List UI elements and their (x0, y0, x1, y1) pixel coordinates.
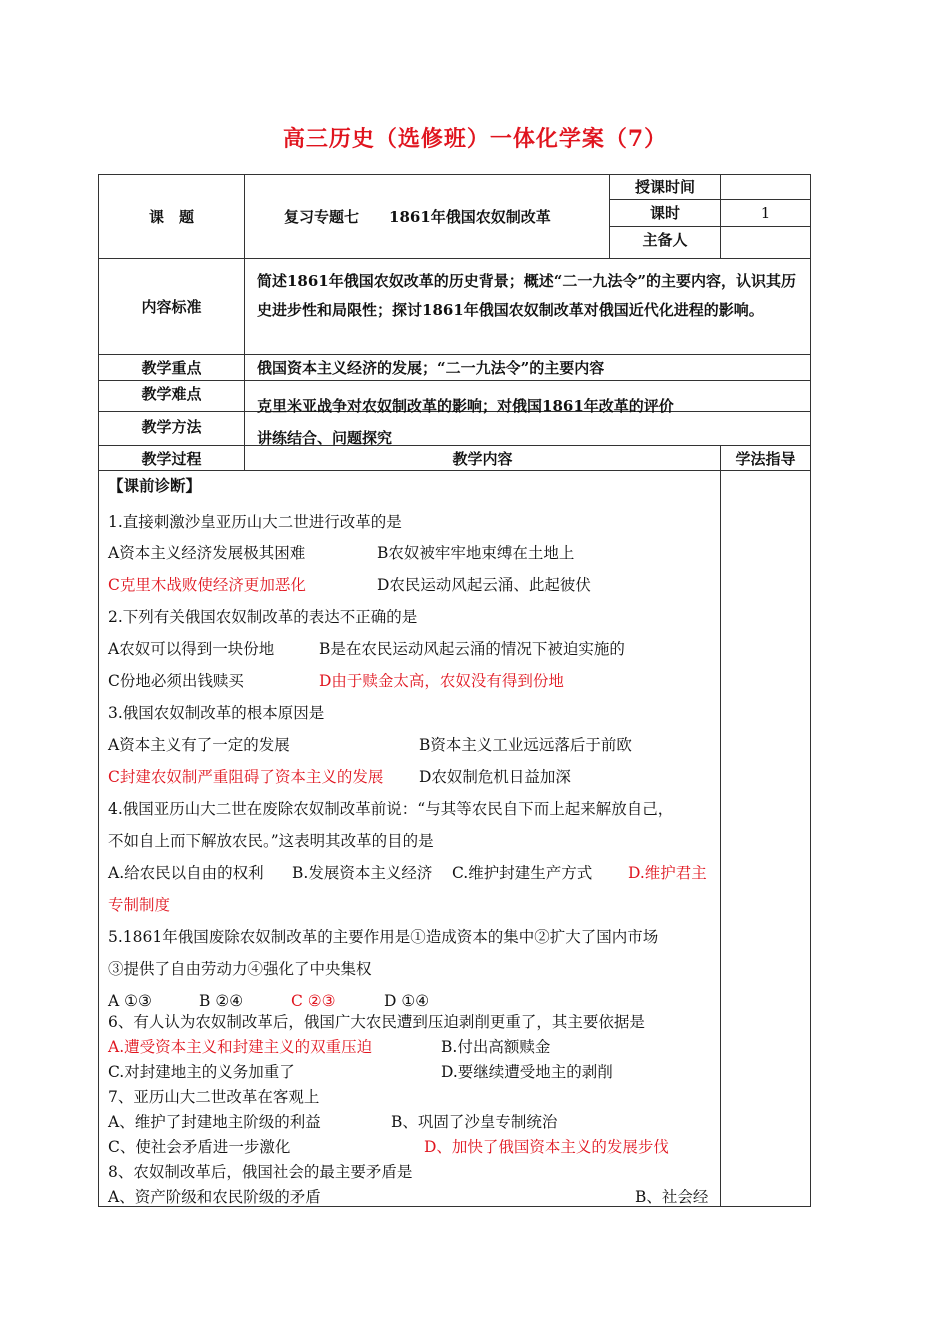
preparer-label: 主备人 (642, 231, 688, 249)
time-label: 授课时间 (634, 178, 695, 196)
q5-option-a: A ①③ (108, 992, 152, 1010)
q4-option-c: C.维护封建生产方式 (452, 864, 593, 882)
q7-option-a: A、维护了封建地主阶级的利益 (108, 1113, 321, 1131)
q1-option-a: A资本主义经济发展极其困难 (108, 544, 306, 562)
q6-option-b: B.付出高额赎金 (441, 1038, 551, 1056)
q3-option-a: A资本主义有了一定的发展 (108, 736, 290, 754)
q8-option-b: B、社会经 (635, 1188, 709, 1206)
q6-option-d: D.要继续遭受地主的剥削 (441, 1063, 613, 1081)
q7-option-b: B、巩固了沙皇专制统治 (391, 1113, 558, 1131)
difficulty-text: 克里米亚战争对农奴制改革的影响；对俄国1861年改革的评价 (257, 397, 674, 415)
q2-option-a: A农奴可以得到一块份地 (108, 640, 275, 658)
q1-option-d: D农民运动风起云涌、此起彼伏 (377, 576, 591, 594)
q6-option-a: A.遭受资本主义和封建主义的双重压迫 (108, 1038, 373, 1056)
question-8: 8、农奴制改革后，俄国社会的最主要矛盾是 (108, 1163, 413, 1181)
q1-option-c: C克里木战败使经济更加恶化 (108, 576, 306, 594)
q3-option-d: D农奴制危机日益加深 (419, 768, 571, 786)
content-label: 教学内容 (452, 450, 513, 468)
q2-option-c: C份地必须出钱赎买 (108, 672, 244, 690)
question-5-line-2: ③提供了自由劳动力④强化了中央集权 (108, 960, 372, 978)
q2-option-d: D由于赎金太高，农奴没有得到份地 (319, 672, 564, 690)
question-6: 6、有人认为农奴制改革后，俄国广大农民遭到压迫剥削更重了，其主要依据是 (108, 1013, 645, 1031)
q7-option-d: D、加快了俄国资本主义的发展步伐 (424, 1138, 669, 1156)
q4-option-d: D.维护君主 (628, 864, 707, 882)
focus-text: 俄国资本主义经济的发展；“二一九法令”的主要内容 (257, 359, 605, 377)
q3-option-b: B资本主义工业远远落后于前欧 (419, 736, 632, 754)
q2-option-b: B是在农民运动风起云涌的情况下被迫实施的 (319, 640, 625, 658)
q4-option-d-cont: 专制制度 (108, 896, 171, 914)
process-label: 教学过程 (141, 450, 202, 468)
guide-label: 学法指导 (735, 450, 796, 468)
standard-label: 内容标准 (141, 298, 202, 316)
question-5-line-1: 5.1861年俄国废除农奴制改革的主要作用是①造成资本的集中②扩大了国内市场 (108, 928, 659, 946)
standard-text: 简述1861年俄国农奴改革的历史背景；概述“二一九法令”的主要内容，认识其历史进步性和局限性；探讨1861年俄国农奴制改革对俄国近代化进程的影响。 (257, 272, 797, 319)
q5-option-c: C ②③ (291, 992, 336, 1010)
question-1: 1.直接刺激沙皇亚历山大二世进行改革的是 (108, 513, 402, 531)
q4-option-a: A.给农民以自由的权利 (108, 864, 264, 882)
question-7: 7、亚历山大二世改革在客观上 (108, 1088, 320, 1106)
question-4-line-2: 不如自上而下解放农民。”这表明其改革的目的是 (108, 832, 434, 850)
q4-option-b: B.发展资本主义经济 (292, 864, 433, 882)
q3-option-c: C封建农奴制严重阻碍了资本主义的发展 (108, 768, 384, 786)
topic-value: 复习专题七 1861年俄国农奴制改革 (284, 208, 551, 226)
question-4-line-1: 4.俄国亚历山大二世在废除农奴制改革前说：“与其等农民自下而上起来解放自己， (108, 800, 674, 818)
topic-label: 课 题 (148, 208, 194, 226)
page-title: 高三历史（选修班）一体化学案（7） (282, 126, 668, 152)
hours-value: 1 (760, 204, 771, 222)
q5-option-d: D ①④ (384, 992, 430, 1010)
difficulty-label: 教学难点 (141, 385, 202, 403)
method-label: 教学方法 (141, 418, 202, 436)
question-3: 3.俄国农奴制改革的根本原因是 (108, 704, 325, 722)
q5-option-b: B ②④ (199, 992, 244, 1010)
q8-option-a: A、资产阶级和农民阶级的矛盾 (108, 1188, 321, 1206)
hours-label: 课时 (649, 204, 680, 222)
section-heading: 【课前诊断】 (108, 476, 202, 495)
question-2: 2.下列有关俄国农奴制改革的表达不正确的是 (108, 608, 418, 626)
q1-option-b: B农奴被牢牢地束缚在土地上 (377, 544, 575, 562)
focus-label: 教学重点 (141, 359, 202, 377)
method-text: 讲练结合、问题探究 (257, 429, 393, 447)
q7-option-c: C、使社会矛盾进一步激化 (108, 1138, 291, 1156)
q6-option-c: C.对封建地主的义务加重了 (108, 1063, 295, 1081)
